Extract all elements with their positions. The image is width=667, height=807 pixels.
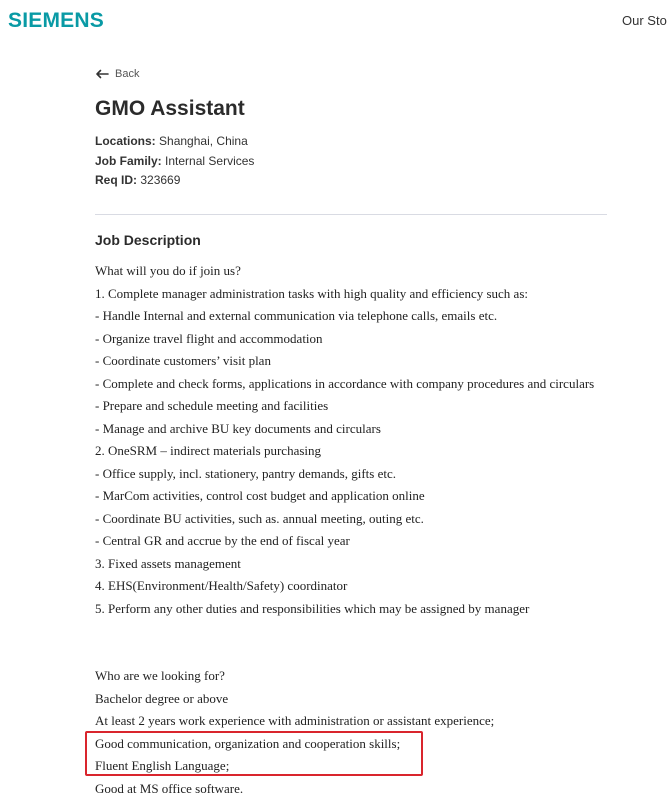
description-line: Good at MS office software. [95,780,244,796]
description-line: - Central GR and accrue by the end of fiscal year [95,533,350,548]
description-line: - MarCom activities, control cost budget and application online [95,488,425,503]
description-line: - Handle Internal and external communication via telephone calls, emails etc. [95,308,498,323]
description-line: - Prepare and schedule meeting and facilities [95,398,329,413]
description-line: 3. Fixed assets management [95,555,241,571]
description-line: At least 2 years work experience with administration or assistant experience; [95,713,495,728]
description-line: Bachelor degree or above [95,690,229,706]
description-line: - Complete and check forms, applications in accordance with company procedures and circulars [95,375,595,391]
job-description-heading: Job Description [95,232,201,248]
description-line: - Organize travel flight and accommodation [95,330,323,346]
job-title: GMO Assistant [95,97,245,120]
description-line: 1. Complete manager administration tasks with high quality and efficiency such as: [95,285,528,301]
locations-value: Shanghai, China [159,134,248,148]
description-line: 2. OneSRM – indirect materials purchasing [95,443,322,458]
locations-label: Locations: [95,134,156,148]
section-divider [95,214,607,215]
job-family-label: Job Family: [95,153,162,168]
blank-line [95,643,640,666]
description-line: - Coordinate BU activities, such as. annual meeting, outing etc. [95,510,424,526]
highlight-box [85,731,423,776]
back-label: Back [115,68,140,80]
job-family-row [95,152,254,172]
siemens-logo[interactable]: SIEMENS [8,9,104,32]
description-line: - Manage and archive BU key documents and circulars [95,420,381,436]
locations-row [95,132,254,152]
req-id-label: Req ID: [95,173,137,187]
blank-line [95,620,640,643]
description-line: - Coordinate customers’ visit plan [95,353,271,368]
our-story-link[interactable]: Our Sto [622,13,667,28]
req-id-value: 323669 [140,173,181,187]
arrow-left-icon [95,69,109,79]
description-line: Who are we looking for? [95,668,225,683]
description-line: - Office supply, incl. stationery, pantry demands, gifts etc. [95,465,396,481]
job-description-body [95,260,640,800]
description-line: 4. EHS(Environment/Health/Safety) coordinator [95,578,348,593]
job-meta [95,132,254,191]
description-line: What will you do if join us? [95,263,241,278]
back-link[interactable] [95,68,139,80]
description-line: Good communication, organization and cooperation skills; [95,735,401,751]
description-line: 5. Perform any other duties and responsibilities which may be assigned by manager [95,600,530,616]
description-line: Fluent English Language; [95,758,230,773]
job-family-value: Internal Services [165,153,255,168]
req-id-row [95,171,254,191]
